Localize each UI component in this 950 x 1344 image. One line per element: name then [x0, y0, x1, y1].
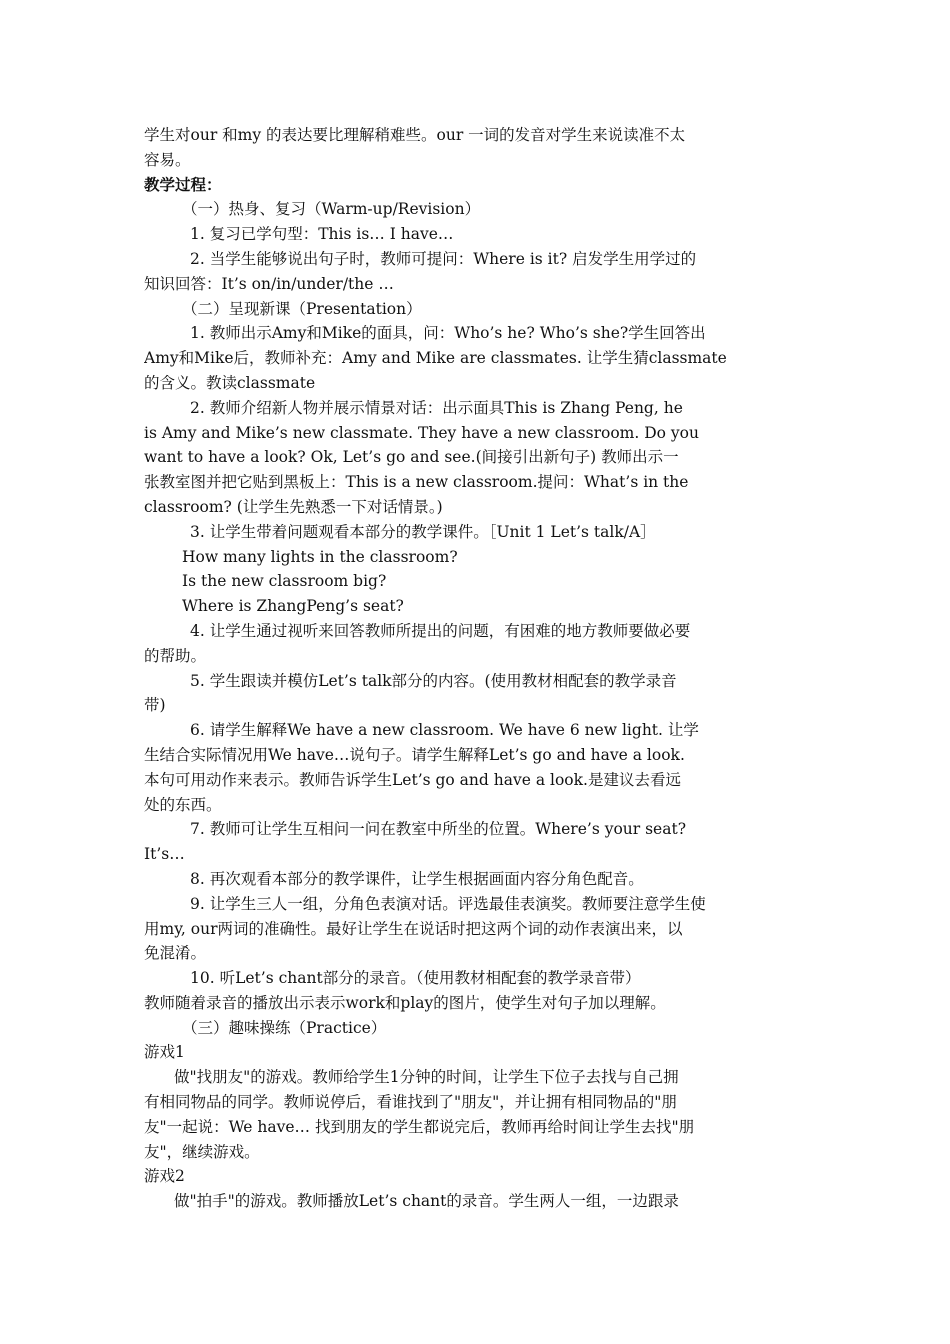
- list-item: 6. 请学生解释We have a new classroom. We have 6 new light. 让学: [190, 721, 699, 740]
- list-item-continuation: 张教室图并把它贴到黑板上：This is a new classroom.提问：What’s in the: [144, 473, 689, 492]
- body-text-line: 友"，继续游戏。: [144, 1142, 260, 1161]
- list-item: 2. 教师介绍新人物并展示情景对话：出示面具This is Zhang Peng, he: [190, 398, 683, 417]
- list-item-continuation: 免混淆。: [144, 944, 207, 963]
- list-item: 1. 教师出示Amy和Mike的面具，问：Who’s he? Who’s she?学生回答出: [190, 324, 706, 343]
- subsection-heading: （三）趣味操练（Practice）: [182, 1018, 387, 1037]
- list-item: 8. 再次观看本部分的教学课件，让学生根据画面内容分角色配音。: [190, 869, 644, 888]
- list-item-continuation: 本句可用动作来表示。教师告诉学生Let’s go and have a look.是建议去看远: [144, 770, 681, 789]
- list-item: 1. 复习已学句型：This is… I have…: [190, 225, 454, 244]
- list-item-continuation: classroom? (让学生先熟悉一下对话情景。): [144, 497, 443, 516]
- list-item-continuation: Amy和Mike后，教师补充：Amy and Mike are classmates. 让学生猜classmate: [144, 349, 727, 368]
- list-item-continuation: 用my, our两词的准确性。最好让学生在说话时把这两个词的动作表演出来，以: [144, 919, 683, 938]
- list-item-continuation: 的含义。教读classmate: [144, 373, 316, 392]
- list-item: 7. 教师可让学生互相问一问在教室中所坐的位置。Where’s your seat?: [190, 820, 687, 839]
- list-item-continuation: 的帮助。: [144, 646, 207, 665]
- document-page: [144, 123, 808, 1214]
- body-text-line: 学生对our 和my 的表达要比理解稍难些。our 一词的发音对学生来说读准不太: [144, 126, 686, 144]
- question-line: How many lights in the classroom?: [182, 547, 458, 566]
- list-item-continuation: 带): [144, 696, 166, 715]
- list-item: 9. 让学生三人一组，分角色表演对话。评选最佳表演奖。教师要注意学生使: [190, 894, 706, 913]
- game-heading: 游戏2: [144, 1167, 185, 1186]
- body-text-line: 教师随着录音的播放出示表示work和play的图片，使学生对句子加以理解。: [144, 993, 666, 1012]
- list-item-continuation: 生结合实际情况用We have…说句子。请学生解释Let’s go and have a look.: [144, 745, 685, 764]
- body-text-line: 做"拍手"的游戏。教师播放Let’s chant的录音。学生两人一组，一边跟录: [174, 1192, 679, 1211]
- subsection-heading: （一）热身、复习（Warm-up/Revision）: [182, 200, 481, 219]
- list-item-continuation: is Amy and Mike’s new classmate. They have a new classroom. Do you: [144, 423, 699, 442]
- list-item: 5. 学生跟读并模仿Let’s talk部分的内容。(使用教材相配套的教学录音: [190, 671, 677, 690]
- list-item: 2. 当学生能够说出句子时，教师可提问：Where is it? 启发学生用学过的: [190, 249, 697, 268]
- list-item: 3. 让学生带着问题观看本部分的教学课件。［Unit 1 Let’s talk/A］: [190, 522, 656, 541]
- list-item: 10. 听Let’s chant部分的录音。（使用教材相配套的教学录音带）: [190, 969, 641, 988]
- list-item-continuation: 处的东西。: [144, 795, 222, 814]
- list-item: 4. 让学生通过视听来回答教师所提出的问题，有困难的地方教师要做必要: [190, 621, 691, 640]
- section-heading: 教学过程：: [144, 175, 222, 194]
- question-line: Where is ZhangPeng’s seat?: [182, 597, 404, 616]
- game-heading: 游戏1: [144, 1043, 185, 1062]
- question-line: Is the new classroom big?: [182, 572, 387, 591]
- list-item-continuation: want to have a look? Ok, Let’s go and see.(间接引出新句子) 教师出示一: [144, 448, 679, 467]
- list-item-continuation: It’s…: [144, 845, 185, 864]
- body-text-line: 有相同物品的同学。教师说停后，看谁找到了"朋友"，并让拥有相同物品的"朋: [144, 1093, 677, 1112]
- body-text-line: 友"一起说：We have… 找到朋友的学生都说完后，教师再给时间让学生去找"朋: [144, 1117, 695, 1136]
- subsection-heading: （二）呈现新课（Presentation）: [182, 299, 422, 318]
- list-item-continuation: 知识回答：It’s on/in/under/the …: [144, 274, 394, 293]
- body-text-line: 容易。: [144, 150, 191, 169]
- body-text-line: 做"找朋友"的游戏。教师给学生1分钟的时间，让学生下位子去找与自己拥: [174, 1068, 679, 1087]
